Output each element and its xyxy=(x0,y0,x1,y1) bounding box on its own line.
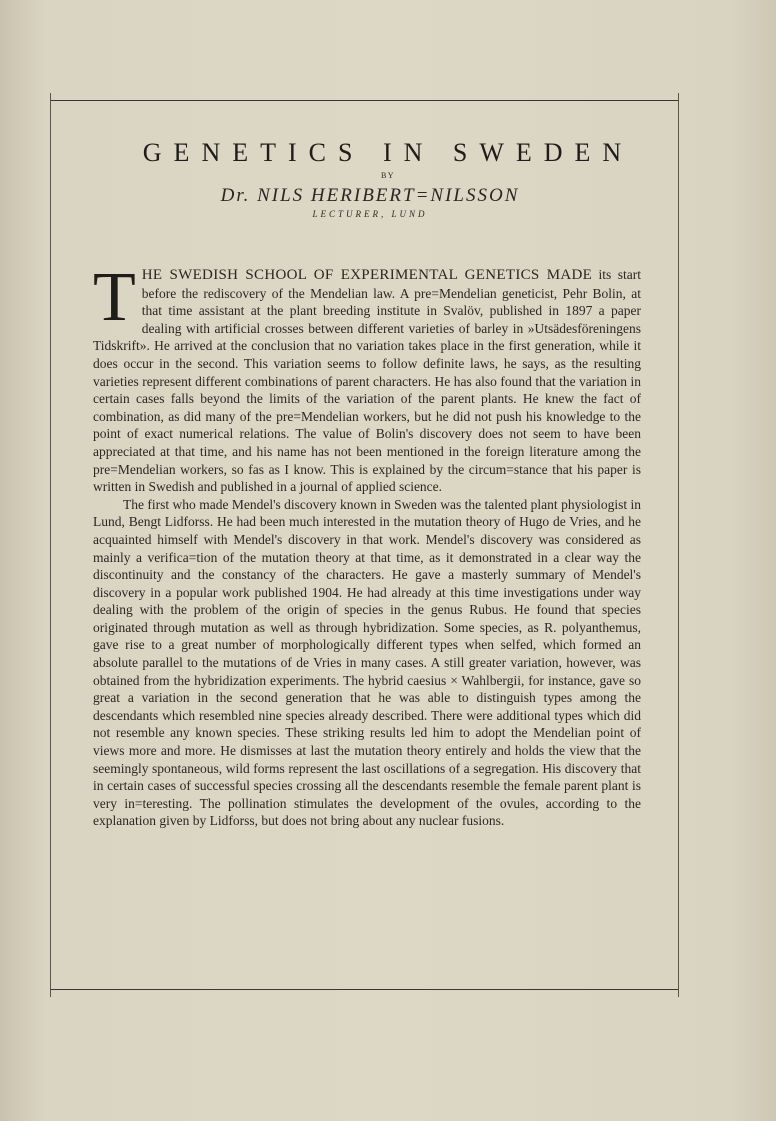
paragraph-2: The first who made Mendel's discovery known in Sweden was the talented plant physiologist in Lund, Bengt Lidforss. He had been much interested in the mutation theory of Hugo de Vries, and he acquainted himself with Mendel's discovery in that work. Mendel's discovery was considered as mainly a verifica=tion of the mutation theory at that time, as it demonstrated in a clear way the discontinuity and the constancy of the characters. He gave a masterly summary of Mendel's discovery in a popular work published 1904. He had already at this time investigations under way dealing with the problem of the origin of species in the genus Rubus. He found that species originated through mutation as well as through hybridization. Some species, as R. polyanthemus, gave rise to a great number of morphologically different types when selfed, which formed an absolute parallel to the mutations of de Vries in many cases. A still greater variation, however, was obtained from the hybridization experiments. The hybrid caesius × Wahlbergii, for instance, gave so great a variation in the second generation that he was able to distinguish types among the descendants which resembled nine species already described. There were additional types which did not resemble any known species. These striking results led him to adopt the Mendelian point of views more and more. He dismisses at last the mutation theory entirely and holds the view that the seemingly spontaneous, wild forms represent the last oscillations of a segregation. His discovery that in certain cases of successful species crossing all the descendants resemble the female parent plant is very in=teresting. The pollination stimulates the development of the ovules, according to the explanation given by Lidforss, but does not bring about any nuclear fusions. xyxy=(93,496,641,829)
article-body xyxy=(93,259,642,830)
paragraph-1-text: its start before the rediscovery of the Mendelian law. A pre=Mendelian geneticist, Pehr Bolin, at that time assistant at the plant breeding institute in Svalöv, published in 1897 a paper dealing with artificial crosses between different varieties of barley in »Utsädesföreningens Tidskrift». He arrived at the conclusion that no variation takes place in the first generation, while it does occur in the second. This variation seems to follow definite laws, he says, as the resulting varieties represent different combinations of parent characters. He has also found that the variation in certain cases falls beyond the limits of the variation of the parent plants. He knew the fact of combination, as did many of the pre=Mendelian workers, but he did not push his knowledge to the point of exact numerical relations. The value of Bolin's discovery does not seem to have been appreciated at that time, and his name has not been mentioned in the foreign literature among the pre=Mendelian workers, so fas as I know. This is explained by the circum=stance that his paper is written in Swedish and published in a journal of applied science. xyxy=(93,267,642,495)
byline-label: BY xyxy=(380,171,396,180)
paragraph-1 xyxy=(93,259,642,496)
frame-right-rule xyxy=(678,93,679,997)
article-title: GENETICS IN SWEDEN xyxy=(142,138,634,167)
author-role: LECTURER, LUND xyxy=(312,209,428,219)
author-name: Dr. NILS HERIBERT=NILSSON xyxy=(220,185,520,206)
frame-left-rule xyxy=(50,93,51,997)
drop-cap: T xyxy=(93,259,136,336)
lead-caps: HE SWEDISH SCHOOL OF EXPERIMENTAL GENETICS MADE xyxy=(141,267,593,283)
